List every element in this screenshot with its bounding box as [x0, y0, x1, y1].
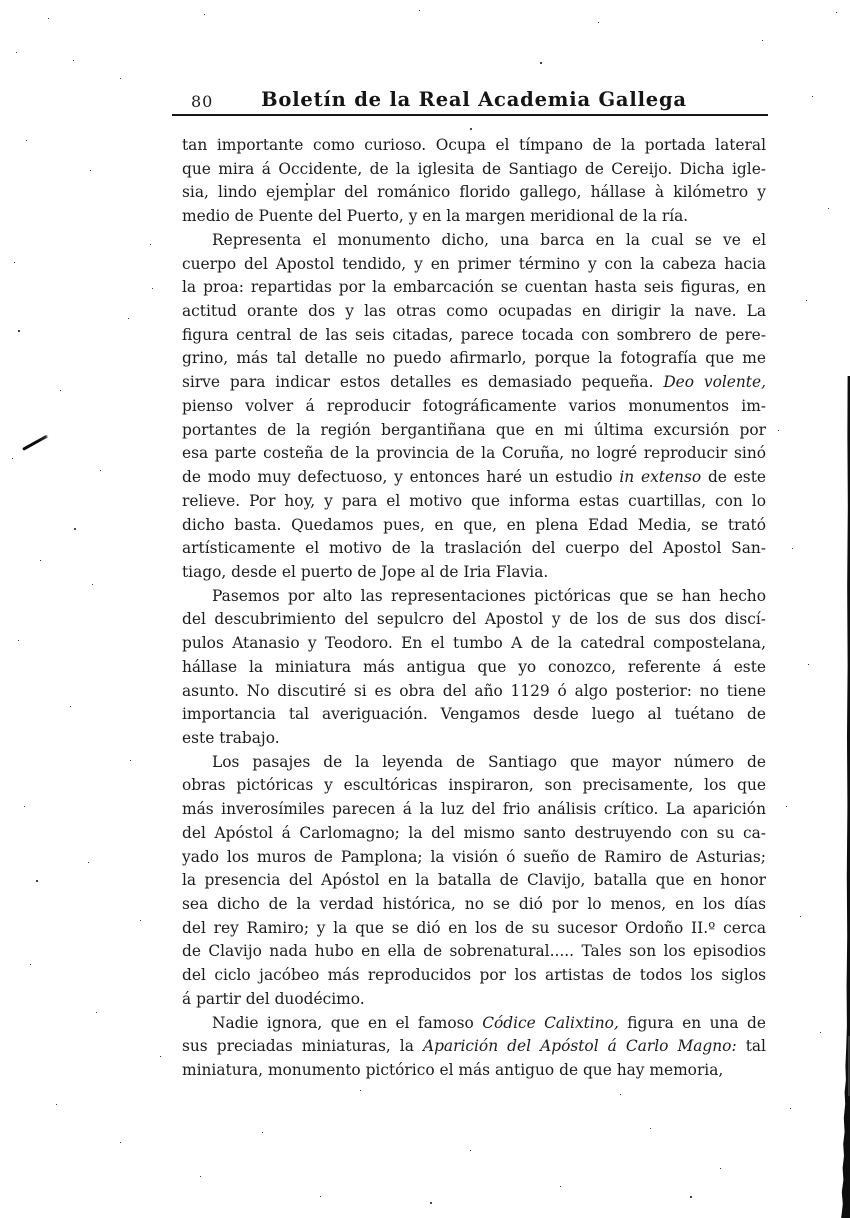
text-run: de este — [701, 468, 766, 487]
text-run: importancia tal averiguación. Vengamos desde luego al tuétano de — [182, 705, 766, 724]
text-line — [182, 703, 766, 727]
text-run: á partir del duodécimo. — [182, 989, 365, 1008]
text-block — [182, 134, 766, 1083]
text-line — [182, 276, 766, 300]
text-run: pienso volver á reproducir fotográficamente varios monumentos im- — [182, 396, 766, 415]
text-run: obras pictóricas y escultóricas inspiraron, son precisamente, los que — [182, 776, 766, 795]
text-run: tan importante como curioso. Ocupa el tímpano de la portada lateral — [182, 136, 766, 154]
text-run: pulos Atanasio y Teodoro. En el tumbo A de la catedral compostelana, — [182, 634, 766, 653]
text-line — [182, 253, 766, 277]
text-line — [182, 134, 766, 158]
text-line — [182, 940, 766, 964]
journal-title: Boletín de la Real Academia Gallega — [261, 88, 687, 111]
text-line — [182, 466, 766, 490]
text-line — [182, 585, 766, 609]
paragraph — [182, 229, 766, 585]
text-line — [182, 893, 766, 917]
text-line — [182, 869, 766, 893]
text-run: Pasemos por alto las representaciones pictóricas que se han hecho — [212, 586, 766, 605]
scan-edge-artifact — [840, 376, 850, 1218]
text-run: Los pasajes de la leyenda de Santiago que mayor número de — [212, 752, 766, 771]
text-run: tal — [736, 1037, 766, 1056]
text-line — [182, 632, 766, 656]
text-line — [182, 371, 766, 395]
text-line — [182, 822, 766, 846]
text-run: dicho basta. Quedamos pues, en que, en plena Edad Media, se trató — [182, 515, 766, 534]
text-line — [182, 537, 766, 561]
text-run: portantes de la región bergantiñana que en mi última excursión por — [182, 420, 766, 439]
text-run: Nadie ignora, que en el famoso — [212, 1013, 483, 1032]
text-run: la presencia del Apóstol en la batalla de Clavijo, batalla que en honor — [182, 871, 766, 890]
header-rule — [172, 114, 768, 116]
text-line — [182, 300, 766, 324]
text-run: de modo muy defectuoso, y entonces haré un estudio — [182, 468, 620, 487]
scan-noise-specks — [0, 0, 1, 1]
text-run: miniatura, monumento pictórico el más antiguo de que hay memoria, — [182, 1061, 724, 1080]
text-line — [182, 798, 766, 822]
text-run: asunto. No discutiré si es obra del año 1129 ó algo posterior: no tiene — [182, 681, 766, 700]
text-line — [182, 490, 766, 514]
text-run: este trabajo. — [182, 728, 280, 747]
text-line — [182, 964, 766, 988]
paragraph — [182, 1012, 766, 1083]
margin-pen-mark — [22, 434, 49, 451]
text-run: Representa el monumento dicho, una barca en la cual se ve el — [212, 230, 766, 249]
text-run: medio de Puente del Puerto, y en la margen meridional de la ría. — [182, 207, 689, 226]
text-run: yado los muros de Pamplona; la visión ó sueño de Ramiro de Asturias; — [182, 847, 766, 866]
text-line — [182, 680, 766, 704]
text-line — [182, 656, 766, 680]
text-line — [182, 774, 766, 798]
text-run: figura en una de — [618, 1013, 766, 1032]
text-run: de Clavijo nada hubo en ella de sobrenatural..... Tales son los episodios — [182, 942, 766, 961]
text-run: tiago, desde el puerto de Jope al de Iria Flavia. — [182, 562, 549, 581]
text-run: del descubrimiento del sepulcro del Apostol y de los de sus dos discí- — [182, 610, 766, 629]
text-run: artísticamente el motivo de la traslación del cuerpo del Apostol San- — [182, 539, 766, 558]
text-run: sirve para indicar estos detalles es demasiado pequeña. — [182, 373, 664, 392]
text-run: sus preciadas miniaturas, la — [182, 1037, 423, 1056]
text-run: actitud orante dos y las otras como ocupadas en dirigir la nave. La — [182, 302, 766, 321]
text-run: del Apóstol á Carlomagno; la del mismo santo destruyendo con su ca- — [182, 823, 766, 842]
text-line — [182, 917, 766, 941]
page-number: 80 — [191, 92, 214, 111]
text-line — [182, 395, 766, 419]
italic-text-run: Códice Calixtino, — [482, 1013, 619, 1032]
text-run: figura central de las seis citadas, parece tocada con sombrero de pere- — [182, 325, 766, 344]
text-line — [182, 205, 766, 229]
italic-text-run: Aparición del Apóstol á Carlo Magno: — [422, 1037, 737, 1056]
paragraph — [182, 751, 766, 1012]
text-line — [182, 419, 766, 443]
text-run: cuerpo del Apostol tendido, y en primer término y con la cabeza hacia — [182, 254, 766, 273]
text-line — [182, 1035, 766, 1059]
text-run: esa parte costeña de la provincia de la Coruña, no logré reproducir sinó — [182, 444, 766, 463]
text-line — [182, 846, 766, 870]
text-line — [182, 1059, 766, 1083]
text-line — [182, 608, 766, 632]
italic-text-run: in extenso — [619, 468, 702, 487]
text-line — [182, 988, 766, 1012]
text-run: la proa: repartidas por la embarcación se cuentan hasta seis figuras, en — [182, 278, 766, 297]
italic-text-run: Deo volente, — [663, 373, 766, 392]
text-line — [182, 347, 766, 371]
text-run: que mira á Occidente, de la iglesita de Santiago de Cereijo. Dicha igle- — [182, 159, 766, 178]
text-line — [182, 514, 766, 538]
text-line — [182, 727, 766, 751]
scan-noise-specks-large — [0, 0, 2, 2]
text-line — [182, 229, 766, 253]
text-line — [182, 181, 766, 205]
text-line — [182, 751, 766, 775]
text-line — [182, 1012, 766, 1036]
text-line — [182, 324, 766, 348]
text-run: sea dicho de la verdad histórica, no se dió por lo menos, en los días — [182, 895, 766, 913]
text-run: más inverosímiles parecen á la luz del frio análisis crítico. La aparición — [182, 800, 766, 819]
text-run: hállase la miniatura más antigua que yo conozco, referente á este — [182, 657, 766, 676]
paragraph — [182, 585, 766, 751]
text-line — [182, 561, 766, 585]
text-run: del rey Ramiro; y la que se dió en los de su sucesor Ordoño II.º cerca — [182, 918, 766, 937]
text-line — [182, 442, 766, 466]
text-run: del ciclo jacóbeo más reproducidos por los artistas de todos los siglos — [182, 966, 766, 985]
text-run: sia, lindo ejemplar del románico florido gallego, hállase à kilómetro y — [182, 183, 766, 202]
paragraph — [182, 134, 766, 229]
text-run: grino, más tal detalle no puedo afirmarlo, porque la fotografía que me — [182, 349, 766, 368]
text-run: relieve. Por hoy, y para el motivo que informa estas cuartillas, con lo — [182, 491, 766, 510]
text-line — [182, 158, 766, 182]
